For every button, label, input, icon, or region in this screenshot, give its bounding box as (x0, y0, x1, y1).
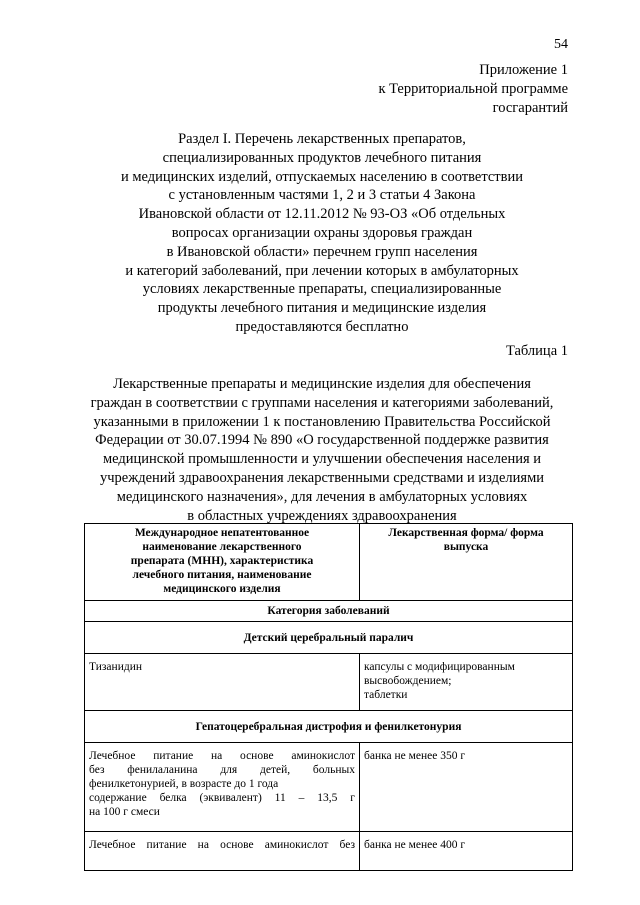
section-line: с установленным частями 1, 2 и 3 статьи 4 Закона (168, 187, 476, 204)
disease-row (85, 622, 573, 654)
disease-title: Гепатоцеребральная дистрофия и фенилкетонурия (85, 711, 573, 743)
table-row (85, 743, 573, 832)
drug-form-line: высвобождением; (364, 675, 452, 687)
page-number: 54 (554, 37, 568, 52)
disease-title: Детский церебральный паралич (85, 622, 573, 654)
section-line: условиях лекарственные препараты, специализированные (142, 281, 502, 298)
table-title-line: граждан в соответствии с группами населения и категориями заболеваний, (90, 394, 554, 411)
drug-name-line: Тизанидин (89, 661, 143, 673)
table-title-line: медицинского назначения», для лечения в амбулаторных условиях (116, 488, 528, 505)
header-col-name-line: наименование лекарственного (142, 541, 302, 553)
drug-name-cell (85, 743, 360, 832)
table-row (85, 832, 573, 871)
drug-name-cell (85, 832, 360, 871)
header-col-name-line: Международное непатентованное (134, 527, 310, 539)
category-row (85, 601, 573, 622)
drug-form-cell (360, 743, 573, 832)
table-title-line: Федерации от 30.07.1994 № 890 «О государственной поддержке развития (95, 432, 549, 449)
drug-name-line: Лечебное питание на основе аминокислот (89, 750, 355, 762)
category-header: Категория заболеваний (85, 601, 573, 622)
table-row (85, 654, 573, 711)
section-line: и медицинских изделий, отпускаемых населению в соответствии (120, 168, 523, 185)
section-line: специализированных продуктов лечебного питания (162, 149, 482, 166)
drug-name-line: содержание белка (эквивалент) 11 – 13,5 г (89, 792, 355, 804)
table-title-line: указанными в приложении 1 к постановлению Правительства Российской (93, 413, 551, 430)
section-line: в Ивановской области» перечнем групп населения (166, 243, 478, 260)
section-title (72, 130, 572, 337)
section-line: и категорий заболеваний, при лечении которых в амбулаторных (125, 262, 519, 279)
drug-name-line: на 100 г смеси (89, 806, 160, 818)
drug-name-line: без фенилаланина для детей, больных (89, 764, 355, 776)
header-col-name (85, 524, 360, 601)
table-header-row (85, 524, 573, 601)
header-col-form (360, 524, 573, 601)
drug-form-line: банка не менее 350 г (364, 750, 466, 762)
table-title-line: Лекарственные препараты и медицинские изделия для обеспечения (113, 376, 531, 392)
header-col-name-line: препарата (МНН), характеристика (130, 555, 314, 567)
header-col-form-line: выпуска (443, 541, 489, 553)
table-title-line: учреждений здравоохранения лекарственными средствами и изделиями (99, 469, 545, 486)
header-col-form-line: Лекарственная форма/ форма (388, 527, 544, 539)
section-line: вопросах организации охраны здоровья граждан (171, 224, 473, 241)
appendix-heading (378, 61, 568, 118)
drug-name-cell (85, 654, 360, 711)
drug-form-cell (360, 832, 573, 871)
disease-row (85, 711, 573, 743)
section-line: Ивановской области от 12.11.2012 № 93-ОЗ «Об отдельных (138, 206, 506, 223)
section-line: предоставляются бесплатно (235, 318, 409, 335)
header-col-name-line: лечебного питания, наименование (132, 569, 312, 581)
drugs-table (84, 523, 573, 871)
header-col-name-line: медицинского изделия (163, 583, 281, 595)
drug-form-cell (360, 654, 573, 711)
table-title (72, 375, 572, 525)
appendix-line: к Территориальной программе (378, 81, 568, 97)
drug-form-line: капсулы с модифицированным (364, 661, 515, 673)
drug-form-line: банка не менее 400 г (364, 839, 466, 851)
section-line: продукты лечебного питания и медицинские изделия (157, 300, 487, 317)
table-label: Таблица 1 (505, 343, 568, 359)
drug-form-line: таблетки (364, 689, 408, 701)
section-line: Раздел I. Перечень лекарственных препаратов, (178, 131, 466, 147)
appendix-line: госгарантий (492, 100, 568, 116)
table-title-line: медицинской промышленности и улучшении обеспечения населения и (102, 451, 542, 468)
drug-name-line: фенилкетонурией, в возрасте до 1 года (89, 778, 279, 790)
table-title-line: в областных учреждениях здравоохранения (187, 507, 457, 524)
appendix-line: Приложение 1 (479, 62, 568, 78)
drug-name-line: Лечебное питание на основе аминокислот без (89, 839, 355, 851)
